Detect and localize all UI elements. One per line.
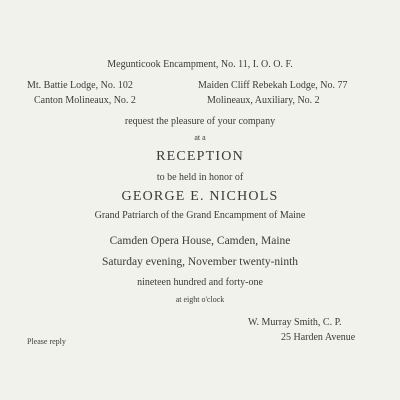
time-line: at eight o'clock	[175, 295, 225, 304]
honoree-title: Grand Patriarch of the Grand Encampment of Maine	[94, 210, 306, 221]
honoree-name: GEORGE E. NICHOLS	[121, 189, 279, 204]
lodge-left-1: Mt. Battie Lodge, No. 102	[27, 80, 133, 91]
contact-name: W. Murray Smith, C. P.	[248, 317, 342, 328]
request-line: request the pleasure of your company	[124, 116, 276, 127]
encampment-line: Megunticook Encampment, No. 11, I. O. O. F.	[107, 59, 293, 70]
lodge-left-2: Canton Molineaux, No. 2	[34, 95, 136, 106]
held-line: to be held in honor of	[156, 172, 244, 183]
rsvp-note: Please reply	[27, 337, 66, 346]
venue-line: Camden Opera House, Camden, Maine	[109, 235, 291, 247]
event-heading: RECEPTION	[156, 149, 244, 164]
year-line: nineteen hundred and forty-one	[137, 277, 263, 288]
contact-address: 25 Harden Avenue	[281, 332, 356, 343]
date-line: Saturday evening, November twenty-ninth	[101, 256, 299, 268]
at-a-line: at a	[194, 133, 206, 142]
lodge-right-2: Molineaux, Auxiliary, No. 2	[207, 95, 320, 106]
lodge-right-1: Maiden Cliff Rebekah Lodge, No. 77	[198, 80, 348, 91]
